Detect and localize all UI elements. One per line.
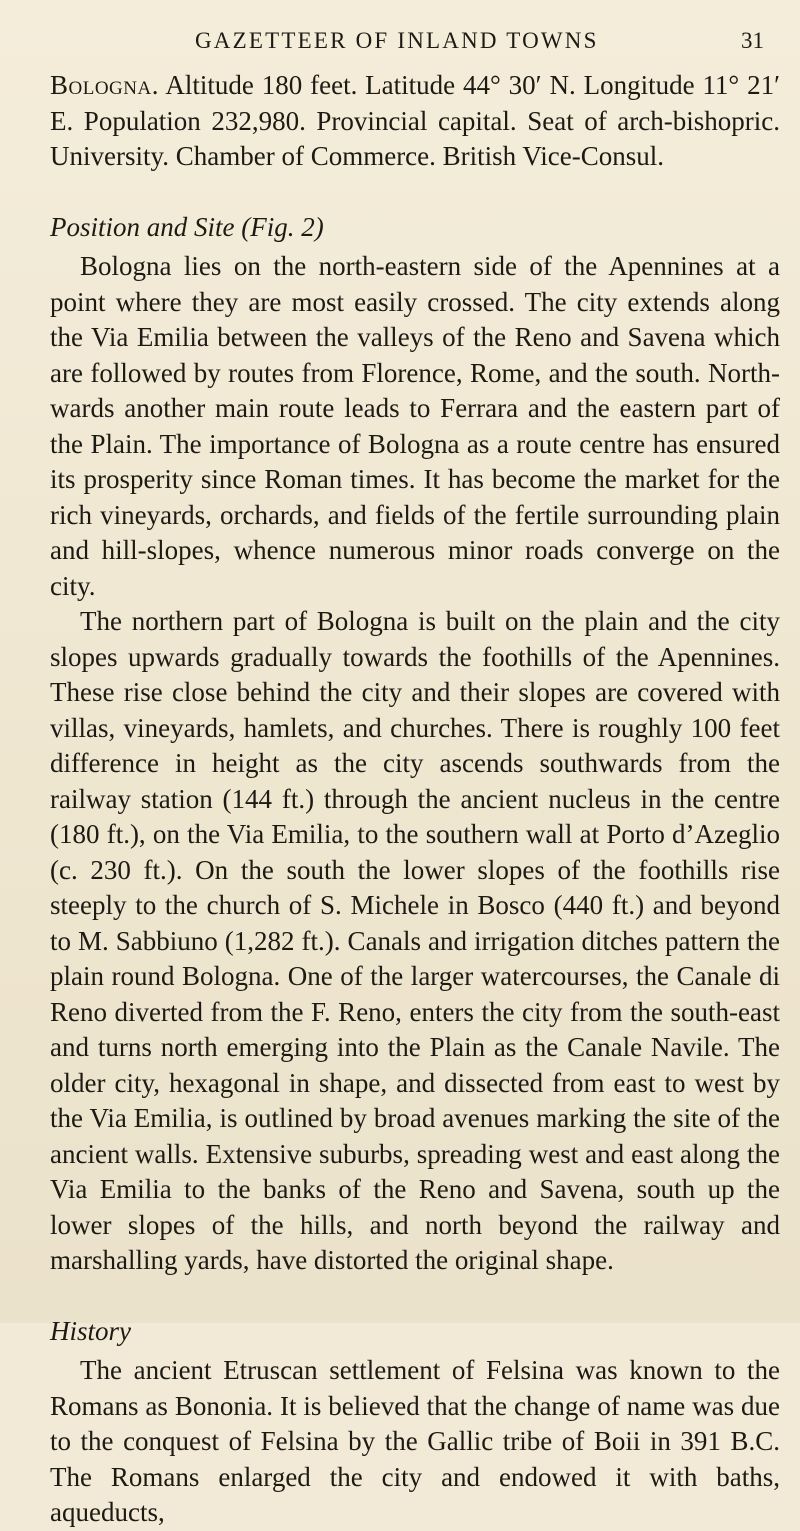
entry-name: Bologna. — [50, 70, 159, 100]
page-content — [50, 68, 780, 1531]
running-head: GAZETTEER OF INLAND TOWNS — [195, 28, 599, 53]
paragraph-position-2: The northern part of Bologna is built on the plain and the city slopes upwards gradually towards the foothills of the Apennines. These rise close behind the city and their slopes are covered with villas, vineyards, hamlets, and churches. There is roughly 100 feet difference in height as the city ascends southwards from the railway station (144 ft.) through the ancient nucleus in the centre (180 ft.), on the Via Emilia, to the southern wall at Porto d’Azeglio (c. 230 ft.). On the south the lower slopes of the foothills rise steeply to the church of S. Michele in Bosco (440 ft.) and beyond to M. Sabbiuno (1,282 ft.). Canals and irrigation ditches pattern the plain round Bologna. One of the larger watercourses, the Canale di Reno diverted from the F. Reno, enters the city from the south-east and turns north emerging into the Plain as the Canale Navile. The older city, hexagonal in shape, and dissected from east to west by the Via Emilia, is outlined by broad avenues marking the site of the ancient walls. Extensive suburbs, spreading west and east along the Via Emilia to the banks of the Reno and Savena, south up the lower slopes of the hills, and north beyond the railway and marshalling yards, have distorted the original shape. — [50, 606, 780, 1275]
paragraph-position-1: Bologna lies on the north-eastern side of the Apennines at a point where they are most easily crossed. The city extends along the Via Emilia between the valleys of the Reno and Savena which are followed by routes from Florence, Rome, and the south. North-wards another main route leads to Ferrara and the eastern part of the Plain. The importance of Bologna as a route centre has ensured its prosperity since Roman times. It has become the market for the rich vineyards, orchards, and fields of the fertile surrounding plain and hill-slopes, whence numerous minor roads converge on the city. — [50, 251, 780, 601]
section-heading-position: Position and Site (Fig. 2) — [50, 211, 324, 242]
page-number: 31 — [741, 28, 764, 53]
entry-summary: Altitude 180 feet. Latitude 44° 30′ N. Longitude 11° 21′ E. Population 232,980. Provincial capital. Seat of arch-bishopric. University. Chamber of Commerce. British Vice-Consul. — [50, 70, 781, 171]
gazetteer-entry — [50, 68, 780, 175]
paragraph-history-1: The ancient Etruscan settlement of Felsina was known to the Romans as Bononia. It is believed that the change of name was due to the conquest of Felsina by the Gallic tribe of Boii in 391 B.C. The Romans enlarged the city and endowed it with baths, aqueducts, — [50, 1355, 780, 1527]
section-heading-history: History — [50, 1315, 131, 1346]
